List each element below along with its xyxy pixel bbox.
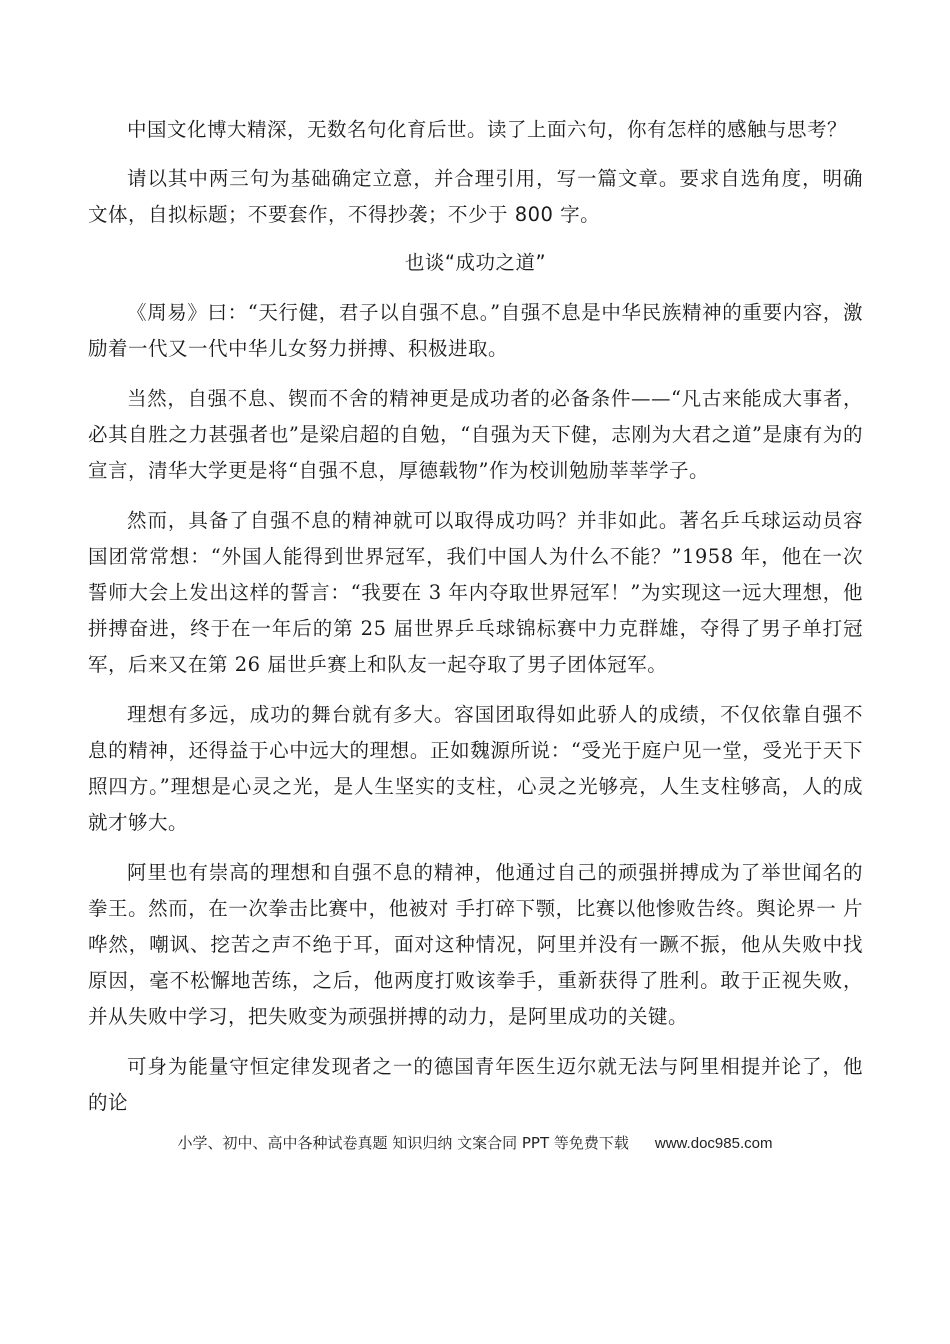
- essay-paragraph-3: 然而，具备了自强不息的精神就可以取得成功吗？并非如此。著名乒乓球运动员容国团常常想：“外国人能得到世界冠军，我们中国人为什么不能？”1958 年，他在一次誓师大会上发出这样的誓言：“我要在 3 年内夺取世界冠军！”为实现这一远大理想，他拼搏奋进，终于在一年后的第 25 届世界乒乓球锦标赛中力克群雄，夺得了男子单打冠军，后来又在第 26 届世乒赛上和队友一起夺取了男子团体冠军。: [88, 509, 863, 676]
- essay-title: 也谈“成功之道”: [404, 251, 547, 274]
- footer-url-link[interactable]: www.doc985.com: [654, 1135, 773, 1152]
- essay-paragraph-4: 理想有多远，成功的舞台就有多大。容国团取得如此骄人的成绩，不仅依靠自强不息的精神，还得益于心中远大的理想。正如魏源所说：“受光于庭户见一堂，受光于天下照四方。”理想是心灵之光，是人生坚实的支柱，心灵之光够亮，人生支柱够高，人的成就才够大。: [88, 703, 863, 834]
- document-body: [88, 112, 863, 1121]
- essay-paragraph-5: 阿里也有崇高的理想和自强不息的精神，他通过自己的顽强拼搏成为了举世闻名的拳王。然而，在一次拳击比赛中，他被对 手打碎下颚，比赛以他惨败告终。舆论界一 片哗然，嘲讽、挖苦之声不绝于耳，面对这种情况，阿里并没有一蹶不振，他从失败中找原因，毫不松懈地苦练，之后，他两度打败该拳手，重新获得了胜利。敢于正视失败，并从失败中学习，把失败变为顽强拼搏的动力，是阿里成功的关键。: [88, 861, 863, 1028]
- essay-paragraph-2: 当然，自强不息、锲而不舍的精神更是成功者的必备条件——“凡古来能成大事者，必其自胜之力甚强者也”是梁启超的自勉，“自强为天下健，志刚为大君之道”是康有为的宣言，清华大学更是将“自强不息，厚德载物”作为校训勉励莘莘学子。: [88, 387, 863, 482]
- essay-paragraph-1: 《周易》曰：“天行健，君子以自强不息。”自强不息是中华民族精神的重要内容，激励着一代又一代中华儿女努力拼搏、积极进取。: [88, 301, 863, 360]
- essay-paragraph-6: 可身为能量守恒定律发现者之一的德国青年医生迈尔就无法与阿里相提并论了，他的论: [88, 1055, 863, 1114]
- prompt-paragraph-2: 请以其中两三句为基础确定立意，并合理引用，写一篇文章。要求自选角度，明确文体，自拟标题；不要套作，不得抄袭；不少于 800 字。: [88, 167, 863, 226]
- page-footer: [0, 1132, 950, 1155]
- footer-text: 小学、初中、高中各种试卷真题 知识归纳 文案合同 PPT 等免费下载: [177, 1134, 629, 1152]
- prompt-paragraph-1: 中国文化博大精深，无数名句化育后世。读了上面六句，你有怎样的感触与思考？: [127, 118, 848, 141]
